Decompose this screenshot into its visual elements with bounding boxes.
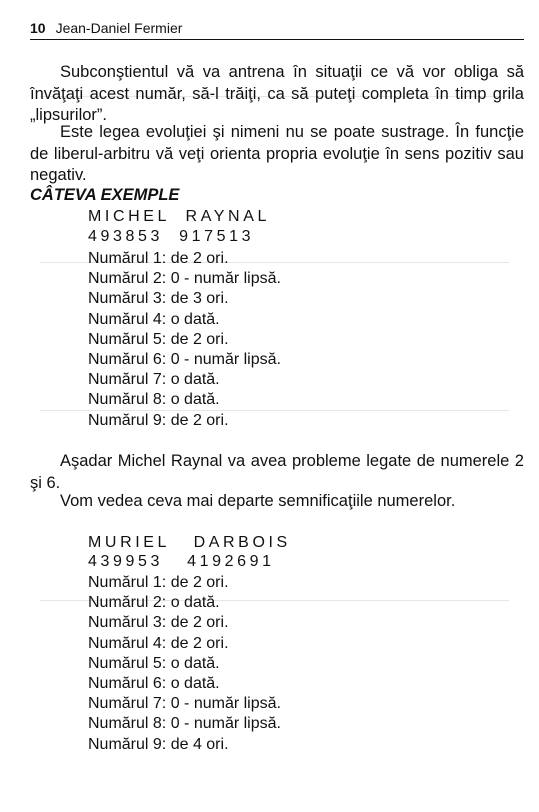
list-item: Numărul 1: de 2 ori. [88, 574, 229, 591]
intro-paragraph-1: Subconştientul vă va antrena în situaţii ce vă vor obliga să învăţaţi acest număr, să-l trăiţi, ca să puteţi completa în timp grila „lipsurilor”. [30, 63, 524, 124]
list-item: Numărul 8: o dată. [88, 391, 220, 409]
page-number: 10 [30, 20, 46, 36]
intro-paragraph-2: Este legea evoluţiei şi nimeni nu se poate sustrage. În funcţie de liberul-arbitru vă veţi orienta propria evoluţie în sens pozitiv sau negativ. [30, 123, 524, 184]
list-item: Numărul 4: o dată. [88, 310, 220, 328]
middle-paragraph-2: Vom vedea ceva mai departe semnificaţiile numerelor. [60, 492, 456, 510]
example1-digits: 493853 917513 [88, 228, 255, 245]
list-item: Numărul 5: o dată. [88, 654, 220, 672]
page-header [30, 16, 524, 40]
list-item: Numărul 2: 0 - număr lipsă. [88, 270, 281, 288]
list-item: Numărul 3: de 2 ori. [88, 614, 229, 632]
middle-paragraph-1: Aşadar Michel Raynal va avea probleme legate de numerele 2 şi 6. [30, 452, 524, 492]
list-item: Numărul 7: 0 - număr lipsă. [88, 695, 281, 713]
example2-count-list [88, 573, 281, 755]
running-head-author: Jean-Daniel Fermier [55, 20, 183, 36]
list-item: Numărul 6: 0 - număr lipsă. [88, 351, 281, 369]
list-item: Numărul 1: de 2 ori. [88, 250, 229, 267]
list-item: Numărul 7: o dată. [88, 371, 220, 389]
list-item: Numărul 3: de 3 ori. [88, 290, 229, 308]
list-item: Numărul 6: o dată. [88, 675, 220, 693]
example2-name: MURIEL DARBOIS [88, 534, 291, 551]
example1-name: MICHEL RAYNAL [88, 208, 270, 225]
section-title: CÂTEVA EXEMPLE [30, 186, 180, 204]
list-item: Numărul 9: de 4 ori. [88, 735, 229, 753]
example1-count-list [88, 249, 281, 431]
list-item: Numărul 9: de 2 ori. [88, 411, 229, 429]
list-item: Numărul 4: de 2 ori. [88, 634, 229, 652]
list-item: Numărul 5: de 2 ori. [88, 330, 229, 348]
list-item: Numărul 8: 0 - număr lipsă. [88, 715, 281, 733]
example2-digits: 439953 4192691 [88, 553, 275, 570]
list-item: Numărul 2: o dată. [88, 594, 220, 612]
